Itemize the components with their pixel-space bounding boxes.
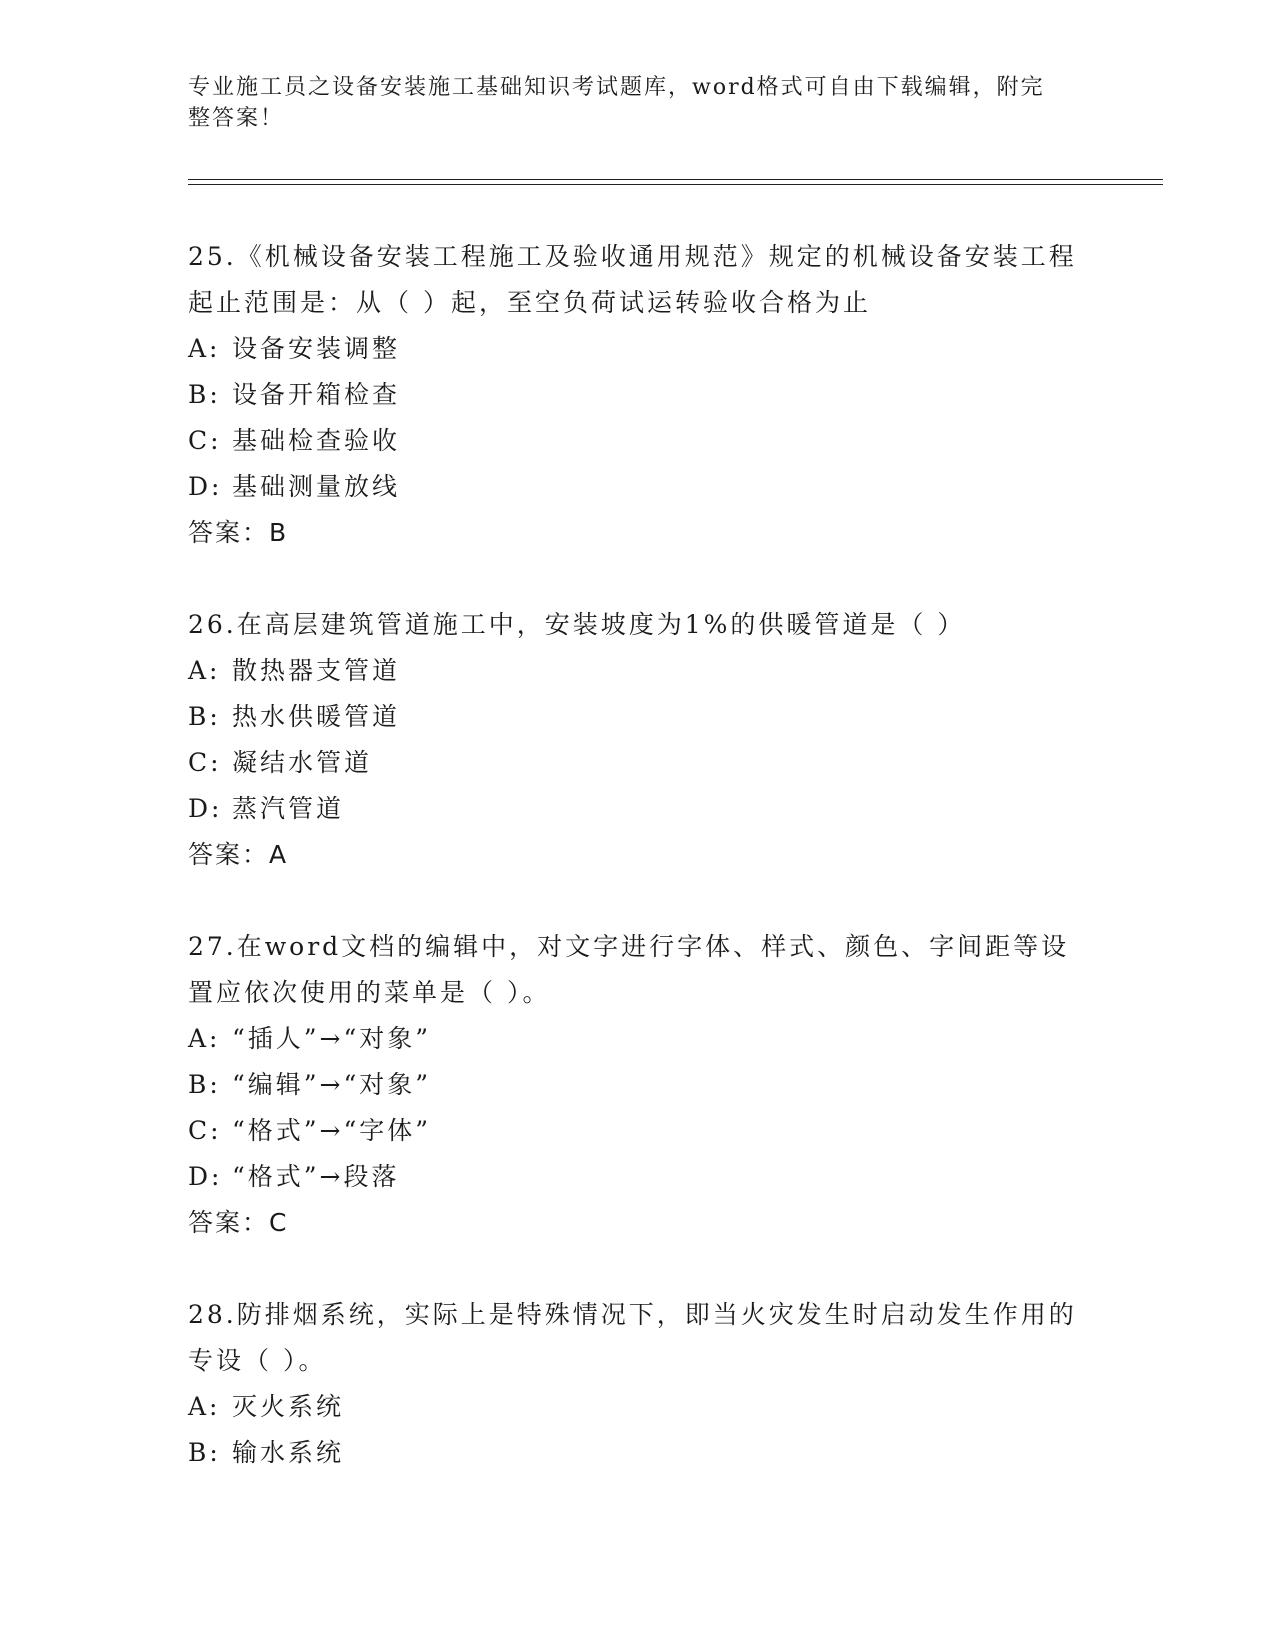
option-a bbox=[188, 648, 1088, 694]
option-text: “编辑”→“对象” bbox=[232, 1070, 432, 1099]
option-c bbox=[188, 740, 1088, 786]
option-d bbox=[188, 1154, 1088, 1200]
question-stem: 25.《机械设备安装工程施工及验收通用规范》规定的机械设备安装工程起止范围是：从（ ）起，至空负荷试运转验收合格为止 bbox=[188, 242, 1077, 317]
question-27 bbox=[188, 924, 1088, 1246]
option-text: 基础检查验收 bbox=[232, 426, 401, 455]
option-letter: A: bbox=[188, 1024, 221, 1053]
option-text: 设备开箱检查 bbox=[232, 380, 401, 409]
option-letter: B: bbox=[188, 1438, 221, 1467]
question-28 bbox=[188, 1292, 1088, 1476]
option-d bbox=[188, 464, 1088, 510]
option-a bbox=[188, 1384, 1088, 1430]
option-text: 设备安装调整 bbox=[232, 334, 401, 363]
question-26 bbox=[188, 602, 1088, 878]
option-letter: A: bbox=[188, 656, 221, 685]
option-letter: C: bbox=[188, 748, 222, 777]
option-b bbox=[188, 694, 1088, 740]
option-text: 蒸汽管道 bbox=[232, 794, 345, 823]
question-stem: 28.防排烟系统，实际上是特殊情况下，即当火灾发生时启动发生作用的专设（ ）。 bbox=[188, 1300, 1077, 1375]
option-text: “格式”→“字体” bbox=[232, 1116, 432, 1145]
option-letter: A: bbox=[188, 1392, 221, 1421]
option-a bbox=[188, 326, 1088, 372]
question-25 bbox=[188, 234, 1088, 556]
option-c bbox=[188, 1108, 1088, 1154]
option-text: “格式”→段落 bbox=[232, 1162, 400, 1191]
option-text: “插人”→“对象” bbox=[232, 1024, 432, 1053]
option-text: 凝结水管道 bbox=[232, 748, 373, 777]
header-rule-top bbox=[188, 179, 1163, 180]
option-text: 输水系统 bbox=[232, 1438, 345, 1467]
option-text: 灭火系统 bbox=[232, 1392, 345, 1421]
option-text: 散热器支管道 bbox=[232, 656, 401, 685]
header-rule-bottom bbox=[188, 184, 1163, 185]
question-list bbox=[188, 234, 1088, 1522]
option-letter: C: bbox=[188, 426, 222, 455]
option-text: 热水供暖管道 bbox=[232, 702, 401, 731]
option-letter: C: bbox=[188, 1116, 222, 1145]
answer-line: 答案：B bbox=[188, 518, 289, 547]
answer-line: 答案：A bbox=[188, 840, 289, 869]
option-letter: B: bbox=[188, 380, 221, 409]
option-c bbox=[188, 418, 1088, 464]
option-letter: B: bbox=[188, 1070, 221, 1099]
option-letter: A: bbox=[188, 334, 221, 363]
option-b bbox=[188, 372, 1088, 418]
option-a bbox=[188, 1016, 1088, 1062]
document-header: 专业施工员之设备安装施工基础知识考试题库，word格式可自由下载编辑，附完整答案！ bbox=[188, 75, 1045, 131]
option-letter: D: bbox=[188, 794, 223, 823]
option-d bbox=[188, 786, 1088, 832]
option-b bbox=[188, 1062, 1088, 1108]
option-letter: D: bbox=[188, 1162, 223, 1191]
option-b bbox=[188, 1430, 1088, 1476]
option-text: 基础测量放线 bbox=[232, 472, 401, 501]
option-letter: B: bbox=[188, 702, 221, 731]
question-stem: 27.在word文档的编辑中，对文字进行字体、样式、颜色、字间距等设置应依次使用的菜单是（ ）。 bbox=[188, 932, 1070, 1007]
answer-line: 答案：C bbox=[188, 1208, 289, 1237]
option-letter: D: bbox=[188, 472, 223, 501]
question-stem: 26.在高层建筑管道施工中，安装坡度为1%的供暖管道是（ ） bbox=[188, 610, 966, 639]
